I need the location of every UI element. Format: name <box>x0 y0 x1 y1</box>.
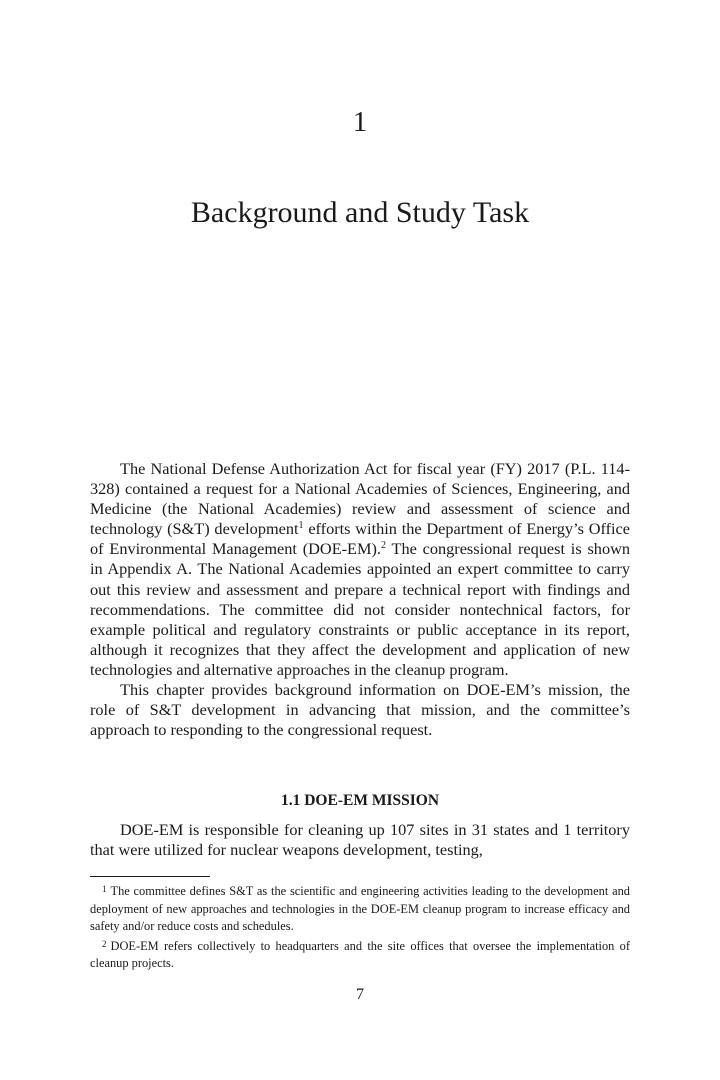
footnote-1-text: The committee defines S&T as the scientific and engineering activities leading to the development and deployment of new approaches and technologies in the DOE-EM cleanup program to increase efficacy and safety and/or reduce costs and schedules. <box>90 884 630 934</box>
footnote-ref-1: 1 <box>298 520 304 532</box>
footnote-divider <box>90 876 210 877</box>
footnote-1-mark: 1 <box>102 884 107 894</box>
intro-text <box>90 459 630 740</box>
section-text <box>90 820 630 860</box>
footnote-2-mark: 2 <box>102 938 107 949</box>
footnotes <box>90 881 630 973</box>
footnote-2-text: DOE-EM refers collectively to headquarters and the site offices that oversee the implementation of cleanup projects. <box>90 938 630 971</box>
section-heading: 1.1 DOE-EM MISSION <box>280 792 440 809</box>
intro-paragraph-1-part-c: The congressional request is shown in Appendix A. The National Academies appointed an expert committee to carry out this review and assessment and prepare a technical report with findings and recommendations. The committee did not consider nontechnical factors, for example political and regulatory constraints or public acceptance in its report, although it recognizes that they affect the development and application of new technologies and alternative approaches in the cleanup program. <box>90 539 630 679</box>
page-number: 7 <box>356 986 364 1003</box>
intro-paragraph-2: This chapter provides background information on DOE-EM’s mission, the role of S&T development in advancing that mission, and the committee’s approach to responding to the congressional request. <box>90 680 630 740</box>
intro-paragraph-1 <box>90 459 630 680</box>
footnote-1 <box>90 881 630 936</box>
footnote-2 <box>90 936 630 973</box>
chapter-title: Background and Study Task <box>190 196 530 229</box>
intro-paragraph-1-part-b: efforts within the Department of Energy’s Office of Environmental Management (DOE-EM). <box>90 519 631 559</box>
footnote-ref-2: 2 <box>380 540 386 552</box>
section-paragraph-1: DOE-EM is responsible for cleaning up 107 sites in 31 states and 1 territory that were utilized for nuclear weapons development, testing, <box>90 820 630 860</box>
intro-paragraph-1-part-a: The National Defense Authorization Act for fiscal year (FY) 2017 (P.L. 114-328) contained a request for a National Academies of Sciences, Engineering, and Medicine (the National Academies) review and assessment of science and technology (S&T) development <box>90 459 630 539</box>
chapter-number: 1 <box>352 106 368 138</box>
